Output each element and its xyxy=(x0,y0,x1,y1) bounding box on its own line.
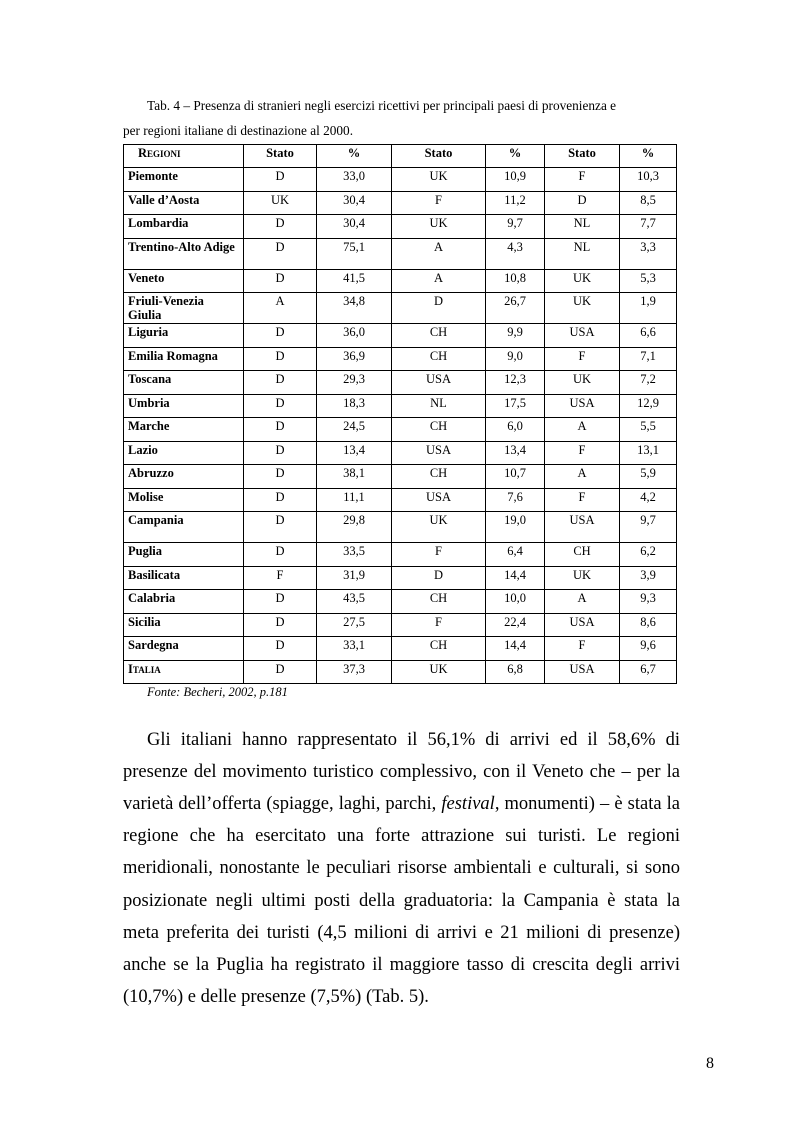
cell-stato-2: CH xyxy=(392,418,486,442)
cell-stato-1: A xyxy=(244,293,317,324)
cell-pct-3: 3,3 xyxy=(620,238,677,269)
cell-region: Sardegna xyxy=(124,637,244,661)
cell-stato-3: USA xyxy=(545,613,620,637)
cell-region: Lazio xyxy=(124,441,244,465)
cell-pct-1: 29,8 xyxy=(317,512,392,543)
header-pct-2: % xyxy=(486,145,545,168)
cell-stato-1: UK xyxy=(244,191,317,215)
cell-stato-1: D xyxy=(244,238,317,269)
cell-pct-1: 11,1 xyxy=(317,488,392,512)
cell-pct-3: 7,2 xyxy=(620,371,677,395)
cell-pct-2: 6,0 xyxy=(486,418,545,442)
cell-pct-3: 8,5 xyxy=(620,191,677,215)
table-row xyxy=(124,168,677,192)
cell-stato-3: CH xyxy=(545,543,620,567)
cell-pct-2: 13,4 xyxy=(486,441,545,465)
cell-pct-3: 10,3 xyxy=(620,168,677,192)
cell-stato-2: D xyxy=(392,293,486,324)
cell-stato-3: USA xyxy=(545,394,620,418)
cell-region: Italia xyxy=(124,660,244,684)
cell-stato-2: CH xyxy=(392,465,486,489)
cell-pct-1: 29,3 xyxy=(317,371,392,395)
cell-region: Liguria xyxy=(124,324,244,348)
cell-pct-2: 7,6 xyxy=(486,488,545,512)
cell-pct-2: 14,4 xyxy=(486,566,545,590)
cell-pct-2: 17,5 xyxy=(486,394,545,418)
cell-pct-1: 36,9 xyxy=(317,347,392,371)
table-row xyxy=(124,215,677,239)
cell-region: Lombardia xyxy=(124,215,244,239)
table-row xyxy=(124,512,677,543)
paragraph-part-1: Gli italiani hanno rappresentato il 56,1% di arrivi ed il 58,6% di presenze del movimento turistico complessivo, con il Veneto che – per la varietà dell’offerta (spiagge, laghi, parchi, xyxy=(123,729,680,814)
table-row xyxy=(124,324,677,348)
cell-pct-1: 43,5 xyxy=(317,590,392,614)
cell-pct-3: 8,6 xyxy=(620,613,677,637)
cell-stato-2: UK xyxy=(392,660,486,684)
cell-region: Puglia xyxy=(124,543,244,567)
cell-pct-1: 36,0 xyxy=(317,324,392,348)
cell-region: Trentino-Alto Adige xyxy=(124,238,244,269)
cell-pct-1: 24,5 xyxy=(317,418,392,442)
header-regioni: Regioni xyxy=(124,145,244,168)
table-row xyxy=(124,465,677,489)
table-row xyxy=(124,660,677,684)
caption-line-1: Tab. 4 – Presenza di stranieri negli esercizi ricettivi per principali paesi di provenienza e xyxy=(147,98,617,113)
cell-pct-1: 34,8 xyxy=(317,293,392,324)
cell-stato-1: D xyxy=(244,324,317,348)
cell-region: Campania xyxy=(124,512,244,543)
cell-stato-3: USA xyxy=(545,324,620,348)
cell-region: Piemonte xyxy=(124,168,244,192)
cell-stato-3: A xyxy=(545,418,620,442)
cell-stato-2: USA xyxy=(392,488,486,512)
cell-pct-1: 18,3 xyxy=(317,394,392,418)
header-stato-1: Stato xyxy=(244,145,317,168)
cell-pct-1: 75,1 xyxy=(317,238,392,269)
table-row xyxy=(124,637,677,661)
caption-line-2: per regioni italiane di destinazione al 2000. xyxy=(123,123,354,138)
cell-stato-2: CH xyxy=(392,590,486,614)
cell-stato-3: UK xyxy=(545,371,620,395)
cell-pct-1: 38,1 xyxy=(317,465,392,489)
cell-pct-2: 6,8 xyxy=(486,660,545,684)
cell-pct-3: 7,1 xyxy=(620,347,677,371)
table-header-row xyxy=(124,145,677,168)
cell-pct-2: 19,0 xyxy=(486,512,545,543)
table-row xyxy=(124,488,677,512)
cell-pct-3: 5,5 xyxy=(620,418,677,442)
cell-pct-1: 30,4 xyxy=(317,215,392,239)
cell-pct-3: 5,3 xyxy=(620,269,677,293)
cell-pct-1: 41,5 xyxy=(317,269,392,293)
cell-stato-1: D xyxy=(244,269,317,293)
cell-stato-2: CH xyxy=(392,347,486,371)
cell-region: Veneto xyxy=(124,269,244,293)
table-caption xyxy=(123,93,676,143)
cell-region: Friuli-Venezia Giulia xyxy=(124,293,244,324)
cell-stato-1: D xyxy=(244,465,317,489)
page-number: 8 xyxy=(706,1055,714,1072)
cell-region: Toscana xyxy=(124,371,244,395)
cell-stato-2: USA xyxy=(392,441,486,465)
cell-stato-1: D xyxy=(244,394,317,418)
header-stato-3: Stato xyxy=(545,145,620,168)
cell-pct-3: 6,2 xyxy=(620,543,677,567)
cell-pct-2: 26,7 xyxy=(486,293,545,324)
cell-stato-3: D xyxy=(545,191,620,215)
cell-region: Umbria xyxy=(124,394,244,418)
foreign-presence-table xyxy=(123,144,677,684)
cell-pct-1: 33,0 xyxy=(317,168,392,192)
cell-pct-1: 13,4 xyxy=(317,441,392,465)
cell-stato-1: D xyxy=(244,543,317,567)
cell-pct-1: 33,1 xyxy=(317,637,392,661)
cell-region: Emilia Romagna xyxy=(124,347,244,371)
cell-stato-3: A xyxy=(545,465,620,489)
table-row xyxy=(124,613,677,637)
cell-pct-2: 4,3 xyxy=(486,238,545,269)
cell-stato-1: D xyxy=(244,215,317,239)
cell-pct-3: 5,9 xyxy=(620,465,677,489)
cell-stato-2: CH xyxy=(392,324,486,348)
cell-pct-3: 1,9 xyxy=(620,293,677,324)
cell-pct-3: 12,9 xyxy=(620,394,677,418)
cell-pct-2: 10,7 xyxy=(486,465,545,489)
cell-region: Valle d’Aosta xyxy=(124,191,244,215)
cell-stato-3: F xyxy=(545,441,620,465)
cell-stato-1: D xyxy=(244,512,317,543)
table-row xyxy=(124,371,677,395)
cell-stato-2: UK xyxy=(392,215,486,239)
cell-stato-3: UK xyxy=(545,293,620,324)
cell-region: Sicilia xyxy=(124,613,244,637)
table-row xyxy=(124,590,677,614)
header-pct-1: % xyxy=(317,145,392,168)
cell-stato-3: F xyxy=(545,637,620,661)
cell-stato-1: D xyxy=(244,637,317,661)
table-row xyxy=(124,347,677,371)
cell-pct-2: 22,4 xyxy=(486,613,545,637)
cell-stato-1: D xyxy=(244,168,317,192)
cell-stato-3: F xyxy=(545,347,620,371)
cell-region: Marche xyxy=(124,418,244,442)
cell-stato-2: USA xyxy=(392,371,486,395)
cell-region: Abruzzo xyxy=(124,465,244,489)
cell-stato-2: F xyxy=(392,543,486,567)
cell-pct-1: 30,4 xyxy=(317,191,392,215)
table-row xyxy=(124,543,677,567)
cell-pct-2: 10,9 xyxy=(486,168,545,192)
cell-stato-2: D xyxy=(392,566,486,590)
cell-pct-2: 12,3 xyxy=(486,371,545,395)
cell-stato-3: NL xyxy=(545,238,620,269)
body-paragraph xyxy=(123,724,680,1014)
cell-pct-1: 37,3 xyxy=(317,660,392,684)
table-source: Fonte: Becheri, 2002, p.181 xyxy=(147,685,288,699)
cell-pct-2: 14,4 xyxy=(486,637,545,661)
table-row xyxy=(124,269,677,293)
cell-pct-2: 11,2 xyxy=(486,191,545,215)
cell-pct-2: 10,8 xyxy=(486,269,545,293)
cell-stato-3: A xyxy=(545,590,620,614)
table-row xyxy=(124,566,677,590)
cell-stato-2: F xyxy=(392,613,486,637)
cell-stato-2: UK xyxy=(392,512,486,543)
cell-stato-3: UK xyxy=(545,566,620,590)
header-pct-3: % xyxy=(620,145,677,168)
cell-stato-2: A xyxy=(392,238,486,269)
cell-pct-3: 13,1 xyxy=(620,441,677,465)
cell-stato-3: UK xyxy=(545,269,620,293)
cell-pct-2: 9,0 xyxy=(486,347,545,371)
cell-pct-3: 9,6 xyxy=(620,637,677,661)
cell-stato-3: USA xyxy=(545,660,620,684)
cell-pct-2: 9,9 xyxy=(486,324,545,348)
cell-region: Calabria xyxy=(124,590,244,614)
cell-region: Basilicata xyxy=(124,566,244,590)
cell-pct-2: 6,4 xyxy=(486,543,545,567)
cell-stato-2: UK xyxy=(392,168,486,192)
table-body xyxy=(124,168,677,684)
cell-stato-1: D xyxy=(244,418,317,442)
cell-stato-1: D xyxy=(244,613,317,637)
cell-stato-3: NL xyxy=(545,215,620,239)
cell-stato-1: D xyxy=(244,660,317,684)
cell-pct-3: 9,3 xyxy=(620,590,677,614)
table-row xyxy=(124,293,677,324)
cell-stato-1: D xyxy=(244,590,317,614)
cell-stato-2: F xyxy=(392,191,486,215)
cell-pct-2: 10,0 xyxy=(486,590,545,614)
table-row xyxy=(124,418,677,442)
cell-region: Molise xyxy=(124,488,244,512)
cell-pct-3: 6,6 xyxy=(620,324,677,348)
cell-pct-1: 33,5 xyxy=(317,543,392,567)
cell-stato-2: NL xyxy=(392,394,486,418)
cell-stato-2: CH xyxy=(392,637,486,661)
cell-pct-2: 9,7 xyxy=(486,215,545,239)
table-row xyxy=(124,394,677,418)
cell-stato-1: D xyxy=(244,488,317,512)
cell-pct-3: 7,7 xyxy=(620,215,677,239)
table-row xyxy=(124,191,677,215)
cell-pct-3: 3,9 xyxy=(620,566,677,590)
cell-stato-3: F xyxy=(545,488,620,512)
cell-pct-3: 6,7 xyxy=(620,660,677,684)
header-stato-2: Stato xyxy=(392,145,486,168)
paragraph-part-2: , monumenti) – è stata la regione che ha esercitato una forte attrazione sui turisti. Le regioni meridionali, nonostante le peculiari risorse ambientali e culturali, si sono posizionate negli ultimi posti della graduatoria: la Campania è stata la meta preferita dei turisti (4,5 milioni di arrivi e 21 milioni di presenze) anche se la Puglia ha registrato il maggiore tasso di crescita degli arrivi (10,7%) e delle presenze (7,5%) (Tab. 5). xyxy=(123,793,680,1008)
cell-stato-2: A xyxy=(392,269,486,293)
cell-pct-3: 9,7 xyxy=(620,512,677,543)
cell-stato-1: D xyxy=(244,441,317,465)
cell-stato-1: D xyxy=(244,347,317,371)
cell-stato-3: F xyxy=(545,168,620,192)
cell-stato-3: USA xyxy=(545,512,620,543)
cell-stato-1: F xyxy=(244,566,317,590)
table-row xyxy=(124,441,677,465)
cell-pct-3: 4,2 xyxy=(620,488,677,512)
cell-pct-1: 27,5 xyxy=(317,613,392,637)
paragraph-italic-word: festival xyxy=(441,793,495,814)
cell-stato-1: D xyxy=(244,371,317,395)
table-row xyxy=(124,238,677,269)
cell-pct-1: 31,9 xyxy=(317,566,392,590)
